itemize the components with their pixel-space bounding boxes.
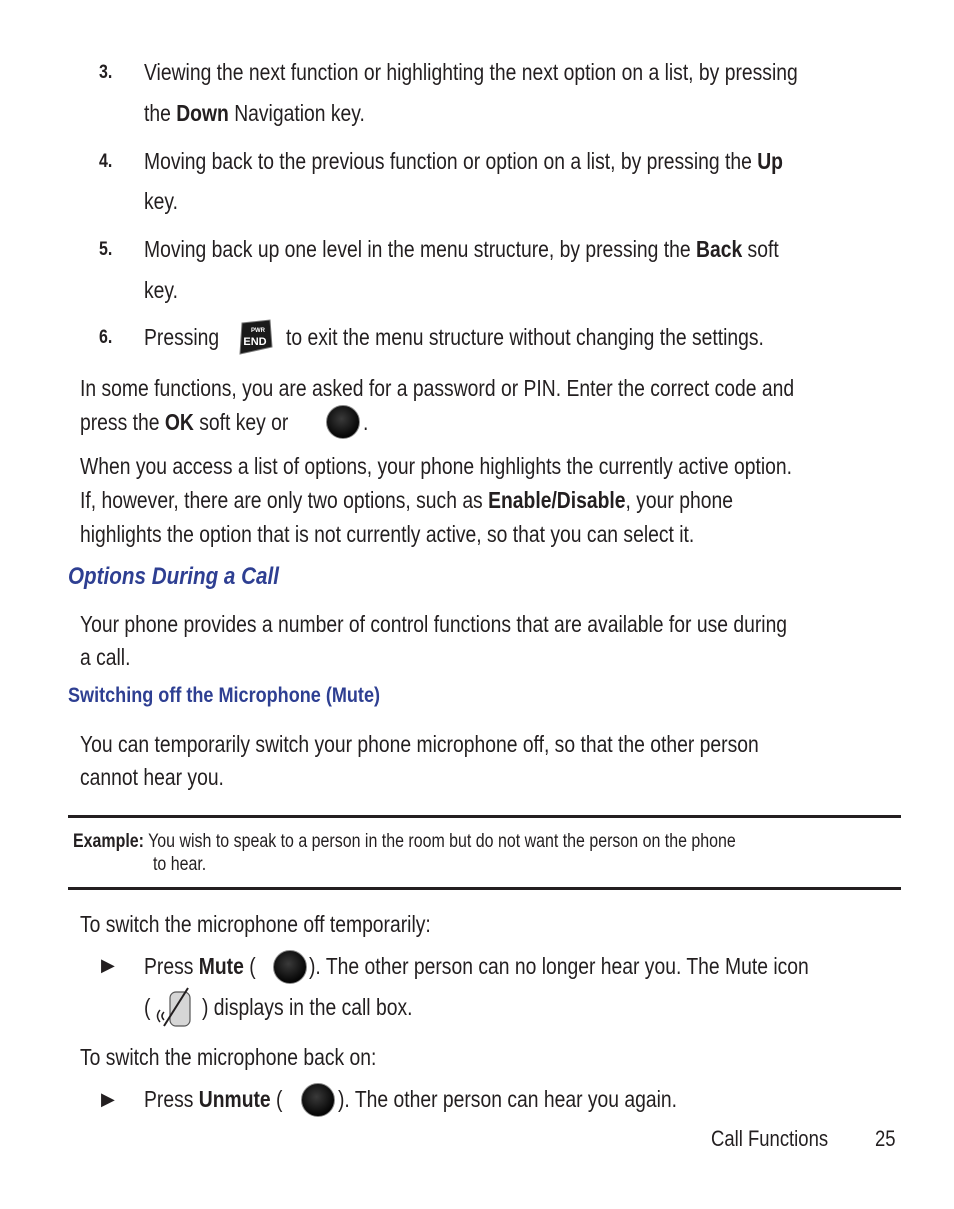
end-key-icon (236, 319, 274, 355)
step-text: Viewing the next function or highlighting the next option on a list, by pressing (144, 59, 798, 85)
step-text: the Down Navigation key. (144, 100, 365, 126)
end-key-label-main: END (243, 336, 267, 348)
example-text: Example: You wish to speak to a person in the room but do not want the person on the phone (73, 831, 736, 852)
subsection-heading: Switching off the Microphone (Mute) (68, 684, 381, 707)
paragraph-line: press the OK soft key or (80, 409, 289, 435)
step-text: Moving back to the previous function or option on a list, by pressing the Up (144, 148, 783, 174)
instruction-intro: To switch the microphone off temporarily: (80, 911, 431, 937)
divider-top (68, 815, 901, 818)
instruction-text: ). The other person can hear you again. (338, 1086, 678, 1112)
paragraph-line: You can temporarily switch your phone microphone off, so that the other person (80, 731, 759, 757)
instruction-text: ) displays in the call box. (202, 994, 413, 1020)
page-number: 25 (875, 1126, 896, 1151)
mute-status-icon (150, 986, 196, 1030)
example-text: to hear. (153, 854, 207, 875)
step-number: 3. (99, 62, 113, 83)
bullet-arrow-icon: ▶ (101, 955, 115, 975)
step-text: key. (144, 277, 179, 303)
section-heading: Options During a Call (68, 563, 279, 590)
instruction-text: ). The other person can no longer hear you. The Mute icon (309, 953, 809, 979)
divider-bottom (68, 887, 901, 890)
paragraph-line: Your phone provides a number of control functions that are available for use during (80, 611, 788, 637)
step-number: 4. (99, 151, 113, 172)
paragraph-line: In some functions, you are asked for a password or PIN. Enter the correct code and (80, 375, 795, 401)
instruction-text: ( (144, 994, 151, 1020)
paragraph-line: highlights the option that is not currently active, so that you can select it. (80, 521, 695, 547)
mute-key-icon (273, 950, 307, 984)
paragraph-line: If, however, there are only two options, such as Enable/Disable, your phone (80, 487, 733, 513)
paragraph-line: a call. (80, 644, 131, 670)
instruction-text: Press Mute ( (144, 953, 256, 979)
unmute-key-icon (301, 1083, 335, 1117)
step-number: 6. (99, 327, 113, 348)
paragraph-line: . (363, 409, 369, 435)
ok-key-icon (326, 405, 360, 439)
end-key-label-top: PWR (251, 328, 265, 334)
step-text: key. (144, 188, 179, 214)
step-text: Pressing (144, 324, 220, 350)
step-text: Moving back up one level in the menu structure, by pressing the Back soft (144, 236, 779, 262)
paragraph-line: cannot hear you. (80, 764, 224, 790)
footer-section-title: Call Functions (711, 1126, 829, 1151)
paragraph-line: When you access a list of options, your phone highlights the currently active option. (80, 453, 793, 479)
step-number: 5. (99, 239, 113, 260)
step-text: to exit the menu structure without changing the settings. (286, 324, 764, 350)
instruction-intro: To switch the microphone back on: (80, 1044, 377, 1070)
instruction-text: Press Unmute ( (144, 1086, 283, 1112)
bullet-arrow-icon: ▶ (101, 1089, 115, 1109)
